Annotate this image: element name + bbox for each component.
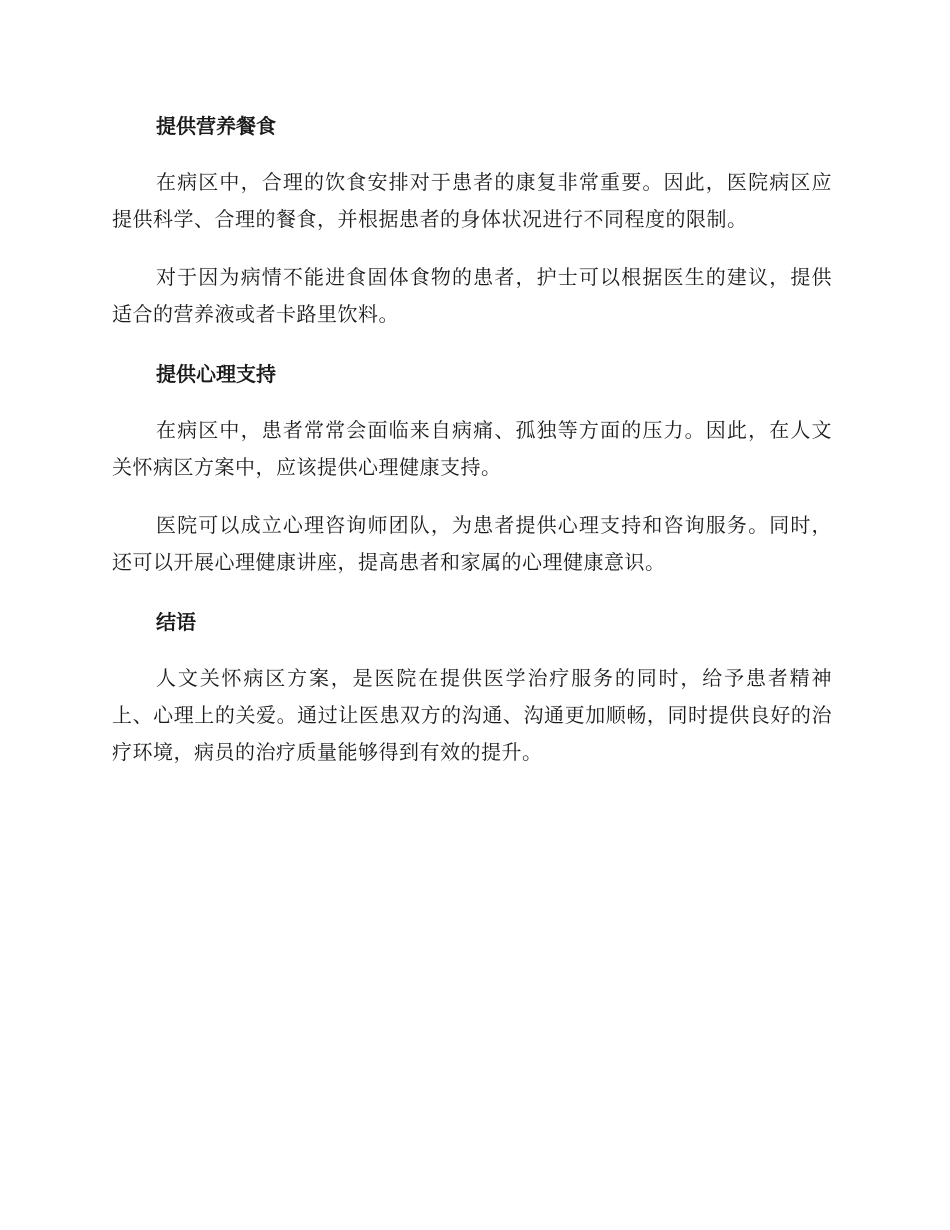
paragraph: 人文关怀病区方案，是医院在提供医学治疗服务的同时，给予患者精神上、心理上的关爱。通过让医患双方的沟通、沟通更加顺畅，同时提供良好的治疗环境，病员的治疗质量能够得到有效的提升。 xyxy=(112,666,832,764)
paragraph: 在病区中，合理的饮食安排对于患者的康复非常重要。因此，医院病区应提供科学、合理的餐食，并根据患者的身体状况进行不同程度的限制。 xyxy=(112,170,832,231)
section-heading-conclusion: 结语 xyxy=(156,610,196,634)
paragraph: 对于因为病情不能进食固体食物的患者，护士可以根据医生的建议，提供适合的营养液或者卡路里饮料。 xyxy=(112,265,832,326)
paragraph: 医院可以成立心理咨询师团队，为患者提供心理支持和咨询服务。同时，还可以开展心理健康讲座，提高患者和家属的心理健康意识。 xyxy=(112,513,832,574)
paragraph: 在病区中，患者常常会面临来自病痛、孤独等方面的压力。因此，在人文关怀病区方案中，应该提供心理健康支持。 xyxy=(112,418,832,479)
document-body xyxy=(112,106,832,771)
section-heading-psychology: 提供心理支持 xyxy=(156,362,276,386)
section-heading-nutrition: 提供营养餐食 xyxy=(156,114,276,138)
